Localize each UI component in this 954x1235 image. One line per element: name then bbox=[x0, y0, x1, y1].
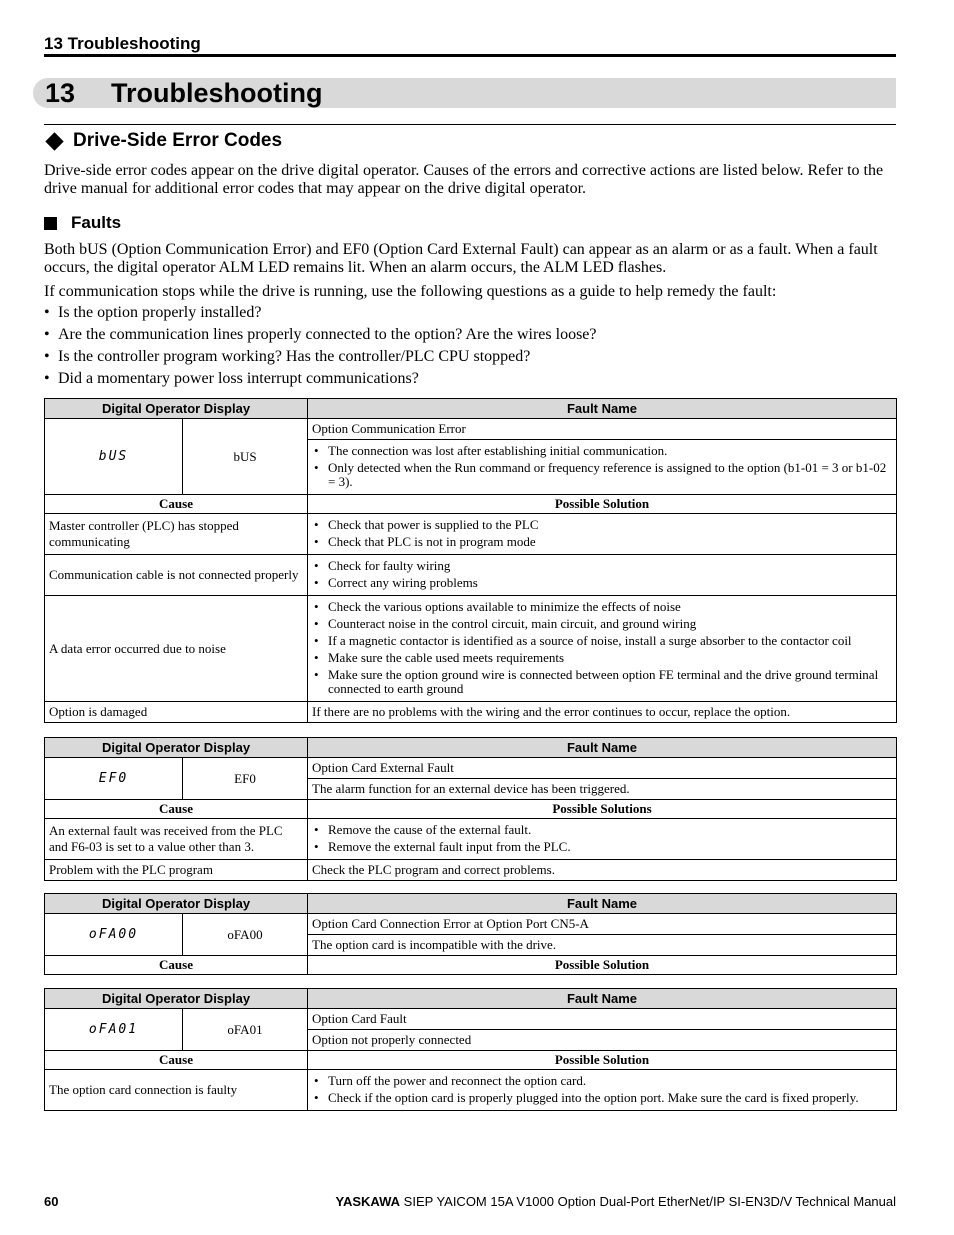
cause-column-header: Cause bbox=[45, 956, 308, 975]
footer-manual-title bbox=[336, 1194, 897, 1209]
diamond-bullet-icon bbox=[45, 132, 63, 150]
solution-cell bbox=[308, 819, 897, 860]
fault-name-column-header: Fault Name bbox=[308, 989, 897, 1009]
fault-table-ofa01 bbox=[44, 988, 897, 1111]
solution-item: • Check if the option card is properly plugged into the option port. Make sure the card is fixed properly. bbox=[312, 1091, 892, 1105]
solution-item: • Check that PLC is not in program mode bbox=[312, 535, 892, 549]
solution-cell bbox=[308, 596, 897, 702]
display-column-header: Digital Operator Display bbox=[45, 989, 308, 1009]
cause-column-header: Cause bbox=[45, 495, 308, 514]
faults-paragraph-2: If communication stops while the drive is running, use the following questions as a guide to help remedy the fault: bbox=[44, 283, 777, 300]
cause-cell: An external fault was received from the PLC and F6-03 is set to a value other than 3. bbox=[45, 819, 308, 860]
solution-column-header: Possible Solution bbox=[308, 495, 897, 514]
display-column-header: Digital Operator Display bbox=[45, 399, 308, 419]
solution-item: • Remove the external fault input from the PLC. bbox=[312, 840, 892, 854]
fault-description: The option card is incompatible with the drive. bbox=[308, 935, 897, 956]
cause-cell: Option is damaged bbox=[45, 702, 308, 723]
solution-item: • Check that power is supplied to the PLC bbox=[312, 518, 892, 532]
fault-description: The alarm function for an external device has been triggered. bbox=[308, 779, 897, 800]
solution-cell: If there are no problems with the wiring and the error continues to occur, replace the option. bbox=[308, 702, 897, 723]
solution-cell bbox=[308, 555, 897, 596]
fault-name: Option Card Fault bbox=[308, 1009, 897, 1030]
solution-item: • Remove the cause of the external fault. bbox=[312, 823, 892, 837]
section-title: Drive-Side Error Codes bbox=[73, 130, 283, 151]
checklist-item: • Is the option properly installed? bbox=[44, 304, 597, 326]
display-column-header: Digital Operator Display bbox=[45, 738, 308, 758]
fault-code: oFA00 bbox=[183, 914, 308, 956]
footer-brand: YASKAWA bbox=[335, 1194, 401, 1209]
solution-item: • If a magnetic contactor is identified as a source of noise, install a surge absorber to the contactor coil bbox=[312, 634, 892, 648]
chapter-title: Troubleshooting bbox=[111, 78, 323, 108]
cause-cell: Communication cable is not connected properly bbox=[45, 555, 308, 596]
fault-checklist bbox=[44, 304, 597, 392]
seven-segment-display: oFA00 bbox=[45, 914, 183, 956]
fault-table-ofa00 bbox=[44, 893, 897, 975]
solution-item: • Counteract noise in the control circuit, main circuit, and ground wiring bbox=[312, 617, 892, 631]
fault-description bbox=[308, 440, 897, 495]
section-heading bbox=[44, 129, 282, 153]
solution-item: • Turn off the power and reconnect the option card. bbox=[312, 1074, 892, 1088]
fault-name: Option Card Connection Error at Option Port CN5-A bbox=[308, 914, 897, 935]
solution-column-header: Possible Solutions bbox=[308, 800, 897, 819]
solution-cell: Check the PLC program and correct problems. bbox=[308, 860, 897, 881]
fault-name: Option Communication Error bbox=[308, 419, 897, 440]
fault-table-ef0 bbox=[44, 737, 897, 881]
solution-column-header: Possible Solution bbox=[308, 956, 897, 975]
solution-item: • Make sure the cable used meets requirements bbox=[312, 651, 892, 665]
section-rule bbox=[44, 124, 896, 125]
seven-segment-display: bUS bbox=[45, 419, 183, 495]
cause-cell: The option card connection is faulty bbox=[45, 1070, 308, 1111]
checklist-item: • Did a momentary power loss interrupt communications? bbox=[44, 370, 597, 392]
faults-heading bbox=[44, 212, 121, 234]
chapter-number: 13 bbox=[45, 78, 76, 108]
solution-item: • Make sure the option ground wire is connected between option FE terminal and the drive ground terminal connected to earth ground bbox=[312, 668, 892, 696]
checklist-item: • Are the communication lines properly connected to the option? Are the wires loose? bbox=[44, 326, 597, 348]
fault-description: Option not properly connected bbox=[308, 1030, 897, 1051]
section-intro: Drive-side error codes appear on the drive digital operator. Causes of the errors and corrective actions are listed below. Refer to the drive manual for additional error codes that may appear on the drive digital operator. bbox=[44, 162, 884, 197]
fault-code: EF0 bbox=[183, 758, 308, 800]
square-bullet-icon bbox=[44, 217, 57, 230]
solution-cell bbox=[308, 1070, 897, 1111]
seven-segment-display: oFA01 bbox=[45, 1009, 183, 1051]
solution-item: • Check the various options available to minimize the effects of noise bbox=[312, 600, 892, 614]
fault-name-column-header: Fault Name bbox=[308, 738, 897, 758]
description-item: • Only detected when the Run command or frequency reference is assigned to the option (b1-01 = 3 or b1-02 = 3). bbox=[312, 461, 892, 489]
seven-segment-display: EF0 bbox=[45, 758, 183, 800]
solution-item: • Correct any wiring problems bbox=[312, 576, 892, 590]
cause-cell: Master controller (PLC) has stopped communicating bbox=[45, 514, 308, 555]
solution-column-header: Possible Solution bbox=[308, 1051, 897, 1070]
cause-cell: Problem with the PLC program bbox=[45, 860, 308, 881]
footer-manual: SIEP YAICOM 15A V1000 Option Dual-Port EtherNet/IP SI-EN3D/V Technical Manual bbox=[403, 1194, 896, 1209]
fault-name: Option Card External Fault bbox=[308, 758, 897, 779]
cause-cell: A data error occurred due to noise bbox=[45, 596, 308, 702]
description-item: • The connection was lost after establishing initial communication. bbox=[312, 444, 892, 458]
faults-paragraph-1: Both bUS (Option Communication Error) and EF0 (Option Card External Fault) can appear as an alarm or as a fault. When a fault occurs, the digital operator ALM LED remains lit. When an alarm occurs, the ALM LED flashes. bbox=[44, 241, 878, 276]
cause-column-header: Cause bbox=[45, 1051, 308, 1070]
fault-name-column-header: Fault Name bbox=[308, 399, 897, 419]
solution-item: • Check for faulty wiring bbox=[312, 559, 892, 573]
fault-code: bUS bbox=[183, 419, 308, 495]
fault-table-bus bbox=[44, 398, 897, 723]
display-column-header: Digital Operator Display bbox=[45, 894, 308, 914]
running-header: 13 Troubleshooting bbox=[44, 34, 201, 53]
header-rule bbox=[44, 54, 896, 57]
page-number: 60 bbox=[44, 1194, 59, 1209]
checklist-item: • Is the controller program working? Has the controller/PLC CPU stopped? bbox=[44, 348, 597, 370]
fault-name-column-header: Fault Name bbox=[308, 894, 897, 914]
fault-code: oFA01 bbox=[183, 1009, 308, 1051]
solution-cell bbox=[308, 514, 897, 555]
cause-column-header: Cause bbox=[45, 800, 308, 819]
faults-title: Faults bbox=[71, 213, 122, 232]
